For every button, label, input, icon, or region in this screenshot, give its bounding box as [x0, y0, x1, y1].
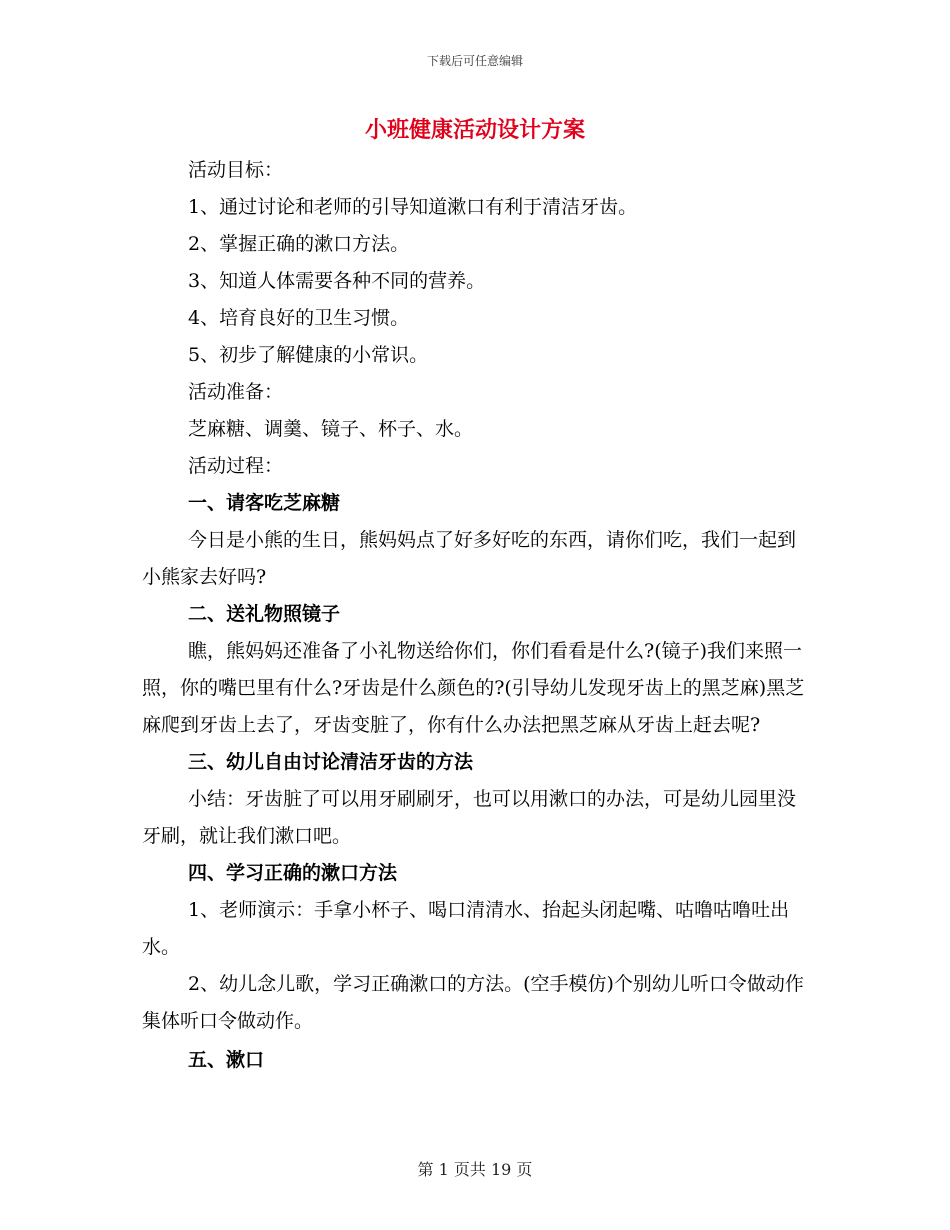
section-1-text: 今日是小熊的生日，熊妈妈点了好多好吃的东西，请你们吃，我们一起到小熊家去好吗?: [142, 529, 797, 588]
section-4-heading: 四、学习正确的漱口方法: [188, 862, 398, 884]
process-heading: 活动过程：: [188, 455, 284, 477]
page-header-note: 下载后可任意编辑: [426, 54, 523, 68]
section-2-text: 瞧，熊妈妈还准备了小礼物送给你们，你们看看是什么?(镜子)我们来照一照，你的嘴巴里有什么?牙齿是什么颜色的?(引导幼儿发现牙齿上的黑芝麻)黑芝麻爬到牙齿上去了，牙齿变脏了，你有什么办法把黑芝麻从牙齿上赶去呢?: [142, 640, 805, 736]
section-3-heading: 三、幼儿自由讨论清洁牙齿的方法: [188, 751, 474, 773]
prep-text: 芝麻糖、调羹、镜子、杯子、水。: [188, 418, 474, 440]
page-number: 第 1 页共 19 页: [417, 1160, 533, 1179]
goals-heading: 活动目标：: [188, 159, 284, 181]
section-5-heading: 五、漱口: [188, 1049, 265, 1071]
goal-item-5: 5、初步了解健康的小常识。: [188, 344, 429, 366]
section-4-item-1: 1、老师演示：手拿小杯子、喝口清清水、抬起头闭起嘴、咕噜咕噜吐出水。: [142, 899, 790, 958]
section-2-heading: 二、送礼物照镜子: [188, 603, 341, 625]
document-body: [142, 152, 810, 1079]
document-title: 小班健康活动设计方案: [364, 117, 585, 143]
goal-item-2: 2、掌握正确的漱口方法。: [188, 233, 410, 255]
section-1-heading: 一、请客吃芝麻糖: [188, 492, 341, 514]
section-4-item-2: 2、幼儿念儿歌，学习正确漱口的方法。(空手模仿)个别幼儿听口令做动作集体听口令做动作。: [142, 973, 804, 1032]
section-3-text: 小结：牙齿脏了可以用牙刷刷牙，也可以用漱口的办法，可是幼儿园里没牙刷，就让我们漱口吧。: [142, 788, 797, 847]
goal-item-4: 4、培育良好的卫生习惯。: [188, 307, 410, 329]
prep-heading: 活动准备：: [188, 381, 284, 403]
goal-item-3: 3、知道人体需要各种不同的营养。: [188, 270, 486, 292]
goal-item-1: 1、通过讨论和老师的引导知道漱口有利于清洁牙齿。: [188, 196, 638, 218]
